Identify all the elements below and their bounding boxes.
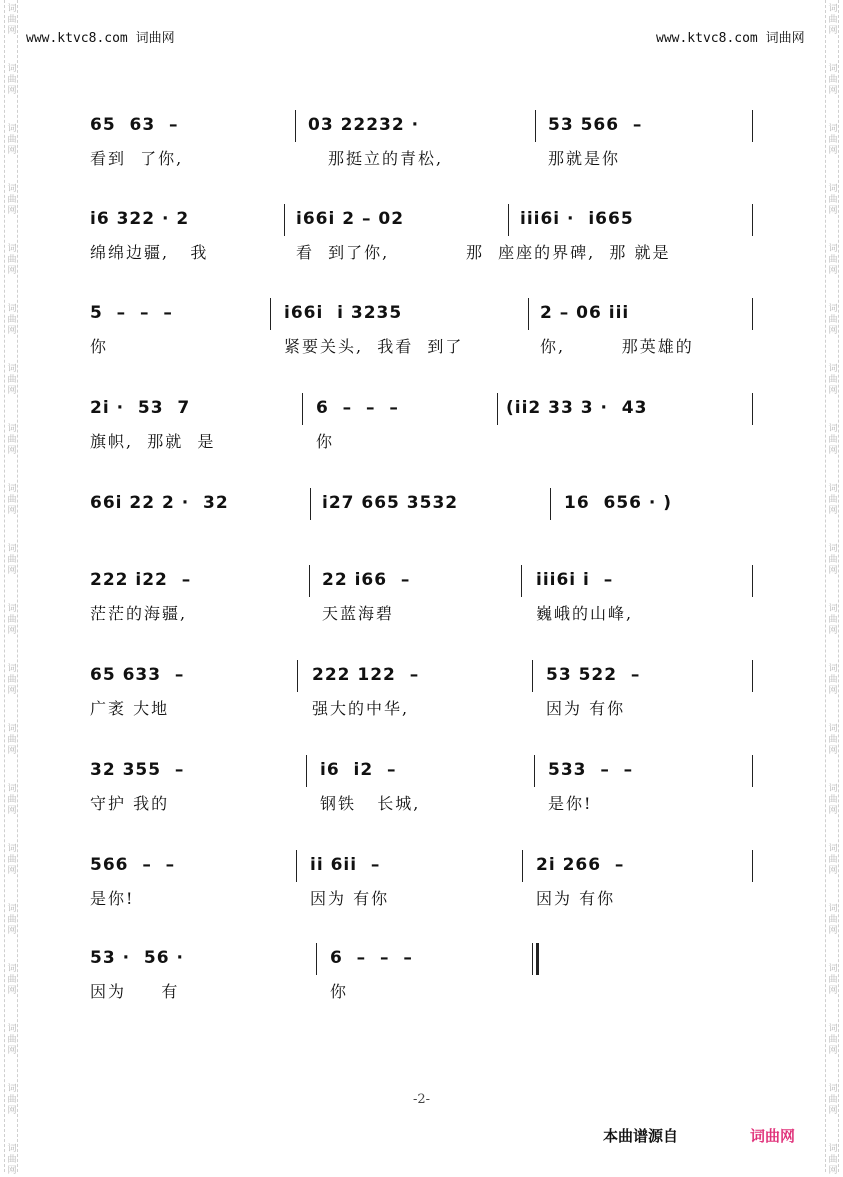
measure-notes: 03 22232 · xyxy=(308,115,420,135)
watermark-glyph: 词 曲 网 xyxy=(828,244,838,276)
watermark-glyph: 词 曲 网 xyxy=(828,364,838,396)
watermark-glyph: 词 曲 网 xyxy=(828,64,838,96)
watermark-glyph: 词 曲 网 xyxy=(828,1144,838,1176)
bar-line xyxy=(521,565,522,597)
source-label: 本曲谱源自 xyxy=(603,1127,679,1145)
watermark-glyph: 词 曲 网 xyxy=(7,844,17,876)
bar-line xyxy=(752,755,753,787)
bar-line xyxy=(296,850,297,882)
watermark-glyph: 词 曲 网 xyxy=(7,664,17,696)
measure-notes: 65 63 – xyxy=(90,115,179,135)
score-row-4 xyxy=(90,395,755,455)
lyric-text: 旗帜, 那就 是 xyxy=(90,432,216,451)
bar-line xyxy=(752,660,753,692)
watermark-glyph: 词 曲 网 xyxy=(828,1084,838,1116)
lyric-text: 看 到了你, xyxy=(296,243,390,262)
header-right-site: 词曲网 xyxy=(765,31,805,46)
bar-line xyxy=(532,660,533,692)
measure-notes: 2i · 53 7 xyxy=(90,398,191,418)
watermark-glyph: 词 曲 网 xyxy=(828,1024,838,1056)
bar-line xyxy=(752,204,753,236)
header-left-url xyxy=(26,27,175,46)
measure-notes: (ii2 33 3 · 43 xyxy=(506,398,648,418)
lyric-text: 广袤 大地 xyxy=(90,699,170,718)
header-right-url-text: www.ktvc8.com xyxy=(656,31,758,46)
lyric-text: 茫茫的海疆, xyxy=(90,604,188,623)
watermark-glyph: 词 曲 网 xyxy=(828,964,838,996)
measure-notes: iii6i · i665 xyxy=(520,209,634,229)
lyric-text: 因为 有你 xyxy=(546,699,626,718)
measure-notes: 66i 22 2 · 32 xyxy=(90,493,229,513)
page-number: -2- xyxy=(412,1092,431,1107)
left-watermark-strip xyxy=(4,0,18,1176)
watermark-glyph: 词 曲 网 xyxy=(828,184,838,216)
lyric-text: 守护 我的 xyxy=(90,794,170,813)
watermark-glyph: 词 曲 网 xyxy=(828,304,838,336)
score-row-9 xyxy=(90,852,755,912)
watermark-glyph: 词 曲 网 xyxy=(7,244,17,276)
measure-notes: 222 i22 – xyxy=(90,570,192,590)
header-left-url-text: www.ktvc8.com xyxy=(26,31,128,46)
measure-notes: iii6i i – xyxy=(536,570,614,590)
lyric-text: 强大的中华, xyxy=(312,699,410,718)
bar-line xyxy=(270,298,271,330)
lyric-text: 你, 那英雄的 xyxy=(540,337,694,356)
lyric-text: 那就是你 xyxy=(548,149,621,168)
watermark-glyph: 词 曲 网 xyxy=(828,4,838,36)
measure-notes: 16 656 · ) xyxy=(564,493,673,513)
measure-notes: 53 522 – xyxy=(546,665,641,685)
header-left-site: 词曲网 xyxy=(135,31,175,46)
score-row-10 xyxy=(90,945,755,1005)
bar-line xyxy=(534,755,535,787)
measure-notes: 53 566 – xyxy=(548,115,643,135)
watermark-glyph: 词 曲 网 xyxy=(828,844,838,876)
bar-line xyxy=(535,110,536,142)
score-row-2 xyxy=(90,206,755,266)
watermark-glyph: 词 曲 网 xyxy=(7,484,17,516)
lyric-text: 紧要关头, 我看 到了 xyxy=(284,337,464,356)
measure-notes: 2i 266 – xyxy=(536,855,625,875)
lyric-text: 你 xyxy=(316,432,335,451)
watermark-glyph: 词 曲 网 xyxy=(7,784,17,816)
measure-notes: 566 – – xyxy=(90,855,176,875)
watermark-glyph: 词 曲 网 xyxy=(828,484,838,516)
measure-notes: 222 122 – xyxy=(312,665,420,685)
right-watermark-strip xyxy=(825,0,839,1176)
bar-line xyxy=(497,393,498,425)
watermark-glyph: 词 曲 网 xyxy=(7,4,17,36)
watermark-glyph: 词 曲 网 xyxy=(828,664,838,696)
watermark-glyph: 词 曲 网 xyxy=(7,1024,17,1056)
bar-line xyxy=(528,298,529,330)
bar-line xyxy=(309,565,310,597)
watermark-glyph: 词 曲 网 xyxy=(7,544,17,576)
bar-line xyxy=(550,488,551,520)
watermark-glyph: 词 曲 网 xyxy=(7,124,17,156)
watermark-glyph: 词 曲 网 xyxy=(7,964,17,996)
measure-notes: 65 633 – xyxy=(90,665,185,685)
measure-notes: 5 – – – xyxy=(90,303,173,323)
measure-notes: i66i 2 – 02 xyxy=(296,209,405,229)
lyric-text: 看到 了你, xyxy=(90,149,184,168)
lyric-text: 因为 有 xyxy=(90,982,180,1001)
measure-notes: 533 – – xyxy=(548,760,634,780)
lyric-text: 那 座座的界碑, 那 就是 xyxy=(466,243,671,262)
watermark-glyph: 词 曲 网 xyxy=(7,904,17,936)
bar-line xyxy=(752,298,753,330)
score-row-8 xyxy=(90,757,755,817)
measure-notes: i6 i2 – xyxy=(320,760,397,780)
bar-line xyxy=(306,755,307,787)
measure-notes: 6 – – – xyxy=(330,948,413,968)
watermark-glyph: 词 曲 网 xyxy=(828,424,838,456)
score-row-6 xyxy=(90,567,755,627)
watermark-glyph: 词 曲 网 xyxy=(7,304,17,336)
bar-line xyxy=(522,850,523,882)
lyric-text: 因为 有你 xyxy=(536,889,616,908)
measure-notes: i27 665 3532 xyxy=(322,493,459,513)
watermark-glyph: 词 曲 网 xyxy=(7,364,17,396)
watermark-glyph: 词 曲 网 xyxy=(828,784,838,816)
watermark-glyph: 词 曲 网 xyxy=(828,604,838,636)
lyric-text: 天蓝海碧 xyxy=(322,604,395,623)
score-row-5 xyxy=(90,490,755,550)
lyric-text: 绵绵边疆, 我 xyxy=(90,243,209,262)
bar-line xyxy=(297,660,298,692)
lyric-text: 你 xyxy=(330,982,349,1001)
measure-notes: 53 · 56 · xyxy=(90,948,184,968)
bar-line xyxy=(310,488,311,520)
bar-line xyxy=(752,393,753,425)
measure-notes: 32 355 – xyxy=(90,760,185,780)
header-right-url xyxy=(656,27,805,46)
lyric-text: 那挺立的青松, xyxy=(328,149,444,168)
measure-notes: 22 i66 – xyxy=(322,570,411,590)
watermark-glyph: 词 曲 网 xyxy=(7,1084,17,1116)
watermark-glyph: 词 曲 网 xyxy=(7,424,17,456)
lyric-text: 因为 有你 xyxy=(310,889,390,908)
watermark-glyph: 词 曲 网 xyxy=(7,1144,17,1176)
watermark-glyph: 词 曲 网 xyxy=(7,724,17,756)
score-row-3 xyxy=(90,300,755,360)
measure-notes: 2 – 06 iii xyxy=(540,303,630,323)
bar-line xyxy=(752,850,753,882)
bar-line xyxy=(284,204,285,236)
lyric-text: 巍峨的山峰, xyxy=(536,604,634,623)
lyric-text: 是你! xyxy=(548,794,593,813)
measure-notes: i66i i 3235 xyxy=(284,303,403,323)
lyric-text: 钢铁 长城, xyxy=(320,794,421,813)
watermark-glyph: 词 曲 网 xyxy=(828,124,838,156)
watermark-glyph: 词 曲 网 xyxy=(7,604,17,636)
watermark-glyph: 词 曲 网 xyxy=(7,64,17,96)
bar-line xyxy=(295,110,296,142)
watermark-glyph: 词 曲 网 xyxy=(828,904,838,936)
lyric-text: 你 xyxy=(90,337,109,356)
bar-line xyxy=(508,204,509,236)
watermark-glyph: 词 曲 网 xyxy=(828,724,838,756)
watermark-glyph: 词 曲 网 xyxy=(828,544,838,576)
watermark-glyph: 词 曲 网 xyxy=(7,184,17,216)
score-row-1 xyxy=(90,112,755,172)
source-brand-link[interactable]: 词曲网 xyxy=(750,1127,796,1145)
measure-notes: ii 6ii – xyxy=(310,855,381,875)
bar-line xyxy=(752,110,753,142)
lyric-text: 是你! xyxy=(90,889,135,908)
final-double-bar-line xyxy=(532,943,533,975)
bar-line xyxy=(752,565,753,597)
measure-notes: i6 322 · 2 xyxy=(90,209,190,229)
bar-line xyxy=(316,943,317,975)
score-row-7 xyxy=(90,662,755,722)
measure-notes: 6 – – – xyxy=(316,398,399,418)
bar-line xyxy=(302,393,303,425)
